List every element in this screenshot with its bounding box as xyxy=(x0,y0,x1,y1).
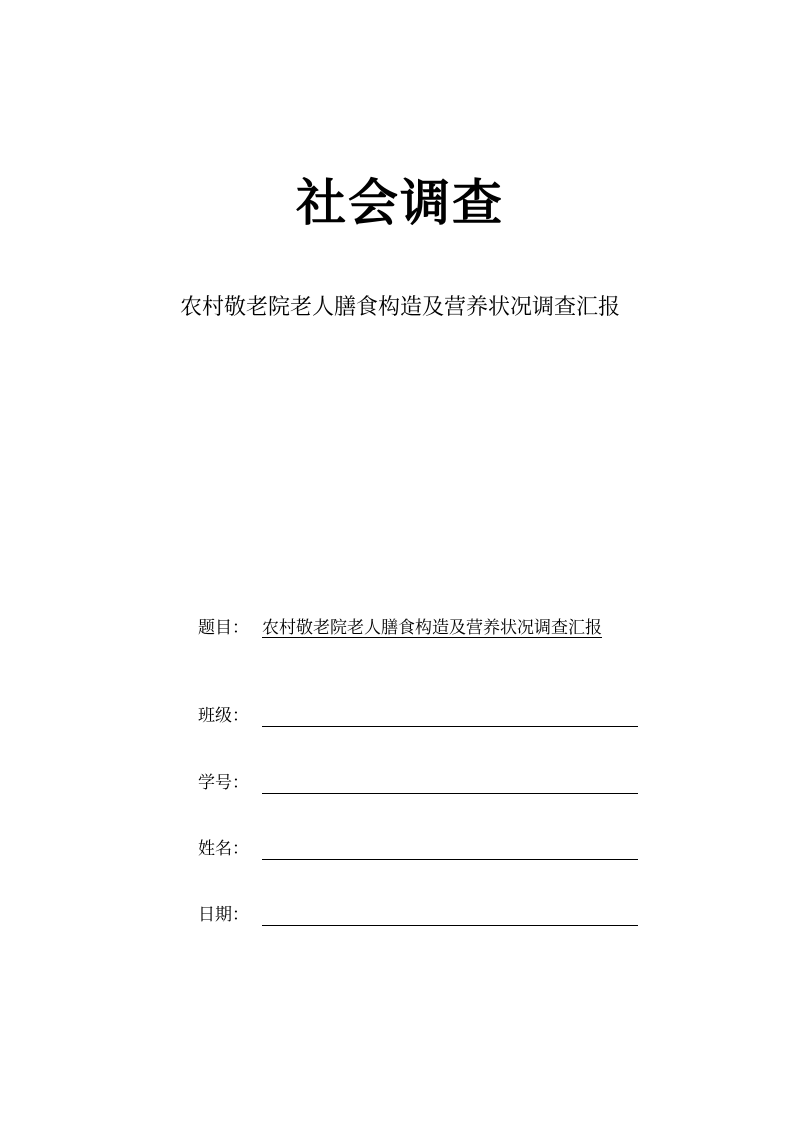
document-subtitle: 农村敬老院老人膳食构造及营养状况调查汇报 xyxy=(179,295,620,320)
field-name xyxy=(198,833,638,865)
field-class xyxy=(198,700,638,732)
field-name-blank-line xyxy=(262,859,638,860)
field-date xyxy=(198,899,638,931)
field-name-label: 姓名： xyxy=(198,839,249,859)
document-title: 社会调查 xyxy=(296,174,504,232)
field-topic-value: 农村敬老院老人膳食构造及营养状况调查汇报 xyxy=(262,618,602,638)
field-student-id xyxy=(198,767,638,799)
field-date-label: 日期： xyxy=(198,905,249,925)
field-date-blank-line xyxy=(262,925,638,926)
field-class-blank-line xyxy=(262,726,638,727)
field-student-id-blank-line xyxy=(262,793,638,794)
field-class-label: 班级： xyxy=(198,706,249,726)
field-topic-label: 题目： xyxy=(198,618,249,638)
field-student-id-label: 学号： xyxy=(198,773,249,793)
field-topic xyxy=(198,612,638,644)
